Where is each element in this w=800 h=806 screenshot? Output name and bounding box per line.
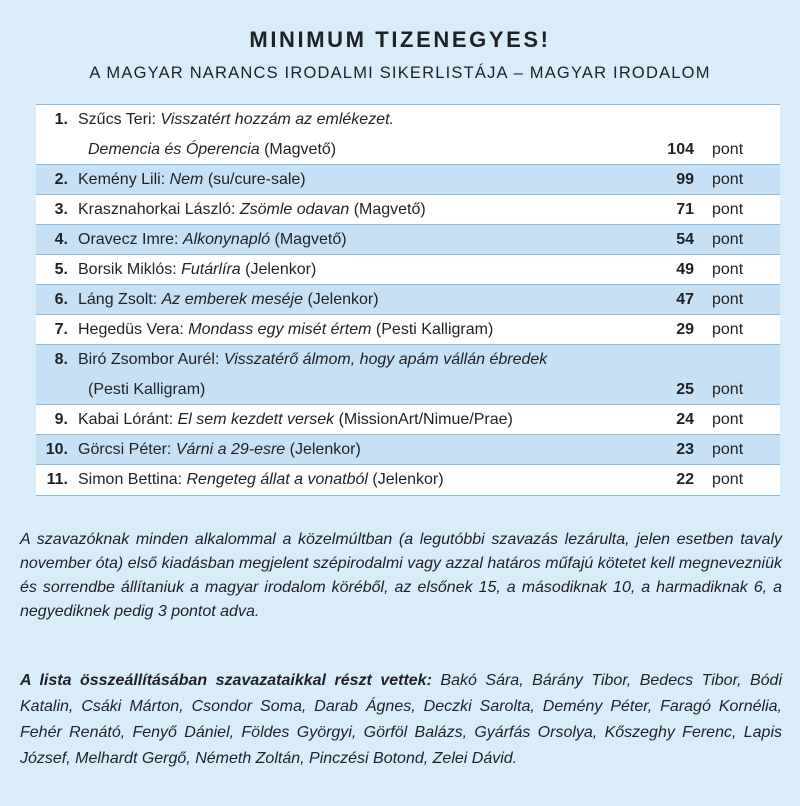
rank-number: 4. (54, 231, 68, 248)
publisher: (Jelenkor) (303, 291, 379, 308)
rank-number: 5. (54, 261, 68, 278)
list-item (36, 105, 780, 165)
book-title: Visszatért hozzám az emlékezet. (160, 111, 394, 128)
voters-names: Bakó Sára, Bárány Tibor, Bedecs Tibor, Bódi Katalin, Csáki Márton, Csondor Soma, Darab Ágnes, Deczki Sarolta, Demény Péter, Faragó Kornélia, Fehér Renátó, Fenyő Dániel, Földes Györgyi, Görföl Balázs, Gyárfás Orsolya, Kőszeghy Ferenc, Lapis József, Melhardt Gergő, Németh Zoltán, Pinczési Botond, Zelei Dávid. (20, 672, 783, 767)
author: Láng Zsolt: (78, 291, 162, 308)
list-item (36, 465, 780, 495)
book-title: El sem kezdett versek (177, 411, 335, 428)
points-unit: pont (712, 231, 744, 248)
rank-number: 11. (46, 471, 68, 488)
author: Görcsi Péter: (78, 441, 176, 458)
points-unit: pont (712, 261, 744, 278)
book-title: Zsömle odavan (239, 201, 350, 218)
list-item (36, 435, 780, 465)
points-value: 99 (676, 171, 694, 188)
points-unit: pont (712, 141, 744, 158)
points-unit: pont (712, 381, 744, 398)
points-unit: pont (712, 291, 744, 308)
ranking-list (36, 104, 780, 496)
publisher: (Pesti Kalligram) (371, 321, 494, 338)
book-title: Az emberek meséje (161, 291, 303, 308)
rank-number: 8. (54, 351, 68, 368)
list-item (36, 225, 780, 255)
rank-number: 1. (54, 111, 68, 128)
points-unit: pont (712, 171, 744, 188)
publisher: (Jelenkor) (240, 261, 317, 278)
voters-label: A lista összeállításában szavazataikkal részt vettek: (20, 672, 432, 689)
author: Biró Zsombor Aurél: (78, 351, 224, 368)
points-value: 71 (676, 201, 694, 218)
list-item (36, 345, 780, 405)
points-value: 22 (676, 471, 694, 488)
publisher: (Jelenkor) (285, 441, 361, 458)
author: Hegedüs Vera: (78, 321, 189, 338)
rank-number: 6. (54, 291, 68, 308)
points-unit: pont (712, 471, 744, 488)
rank-number: 2. (54, 171, 68, 188)
publisher: (Jelenkor) (367, 471, 444, 488)
book-title: Futárlíra (181, 261, 241, 278)
voters-paragraph (20, 668, 782, 772)
author: Oravecz Imre: (78, 231, 183, 248)
points-value: 23 (676, 441, 694, 458)
author: Szűcs Teri: (78, 111, 161, 128)
publisher: (su/cure-sale) (203, 171, 306, 188)
book-title: Rengeteg állat a vonatból (186, 471, 368, 488)
rank-number: 7. (54, 321, 68, 338)
points-value: 47 (676, 291, 694, 308)
book-title: Visszatérő álmom, hogy apám vállán ébredek (223, 351, 548, 368)
points-unit: pont (712, 321, 744, 338)
author: Krasznahorkai László: (78, 201, 240, 218)
header (0, 0, 800, 100)
list-item (36, 405, 780, 435)
points-value: 49 (676, 261, 694, 278)
points-value: 29 (676, 321, 694, 338)
points-unit: pont (712, 201, 744, 218)
book-title: Várni a 29-esre (175, 441, 286, 458)
book-title: Nem (169, 171, 204, 188)
voting-rules-note: A szavazóknak minden alkalommal a közelmúltban (a legutóbbi szavazás lezárulta, jelen esetben tavaly november óta) első kiadásban megjelent szépirodalmi vagy azzal határos műfajú kötetet kell megnevezniük és sorrendbe állítaniuk a magyar irodalom köréből, az elsőnek 15, a másodiknak 10, a harmadiknak 6, a negyediknek pedig 3 pontot adva. (20, 531, 782, 620)
author: Simon Bettina: (78, 471, 187, 488)
page-title: MINIMUM TIZENEGYES! (249, 27, 551, 52)
rank-number: 9. (54, 411, 68, 428)
points-unit: pont (712, 411, 744, 428)
publisher: (Magvető) (349, 201, 426, 218)
publisher: (Magvető) (259, 141, 337, 158)
list-item (36, 165, 780, 195)
list-item (36, 315, 780, 345)
book-title: Mondass egy misét értem (188, 321, 372, 338)
list-item (36, 255, 780, 285)
list-item (36, 285, 780, 315)
rank-number: 10. (45, 441, 68, 458)
book-title: Alkonynapló (182, 231, 271, 248)
points-value: 24 (676, 411, 694, 428)
points-value: 54 (676, 231, 694, 248)
page-subtitle: A MAGYAR NARANCS IRODALMI SIKERLISTÁJA – MAGYAR IRODALOM (89, 64, 711, 82)
points-unit: pont (712, 441, 744, 458)
publisher: (MissionArt/Nimue/Prae) (334, 411, 513, 428)
author: Kabai Lóránt: (78, 411, 178, 428)
author: Borsik Miklós: (78, 261, 182, 278)
points-value: 104 (667, 141, 694, 158)
publisher: (Pesti Kalligram) (88, 381, 206, 398)
rank-number: 3. (54, 201, 68, 218)
publisher: (Magvető) (270, 231, 347, 248)
author: Kemény Lili: (78, 171, 170, 188)
book-title-continued: Demencia és Óperencia (88, 141, 260, 158)
points-value: 25 (676, 381, 694, 398)
list-item (36, 195, 780, 225)
